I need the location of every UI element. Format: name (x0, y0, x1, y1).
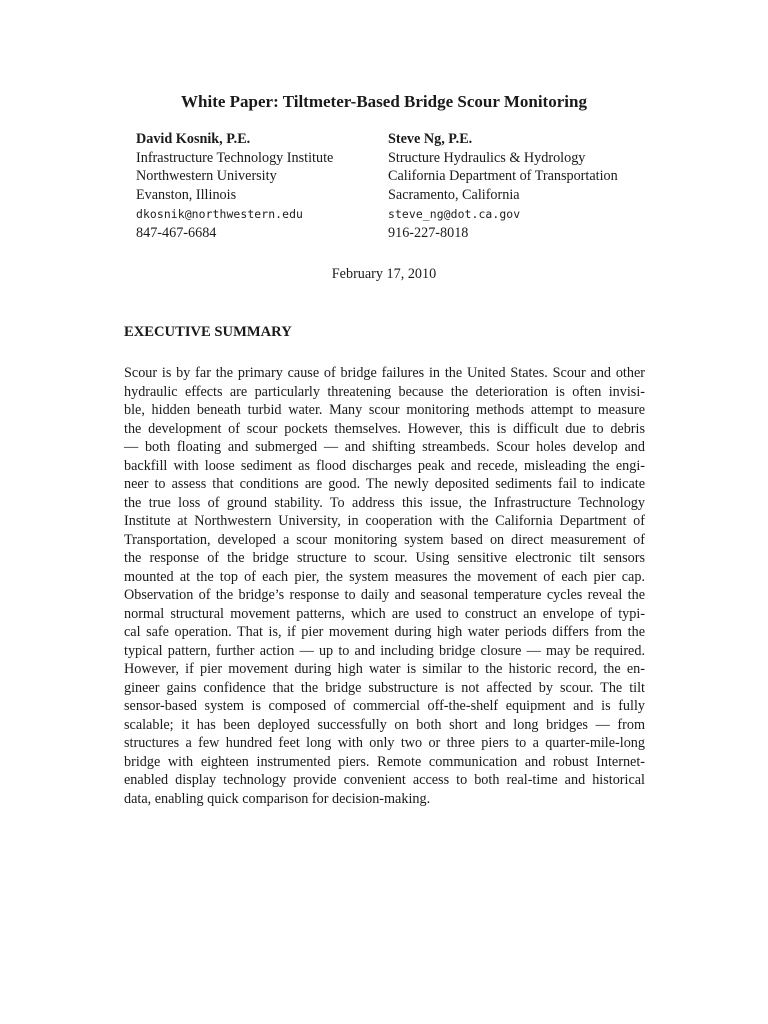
summary-line: Observation of the bridge’s response to daily and seasonal temperature cycles reveal the (124, 587, 645, 603)
summary-line: the development of scour pockets themselves. However, this is difficult due to debris (124, 420, 645, 437)
author-block-ng (388, 130, 648, 242)
summary-line: data, enabling quick comparison for decision-making. (124, 790, 431, 807)
author-affiliation-line: Sacramento, California (388, 187, 520, 204)
summary-line: Scour is by far the primary cause of bridge failures in the United States. Scour and other (124, 365, 645, 381)
summary-line: gineer gains confidence that the bridge substructure is not affected by scour. The tilt (124, 679, 645, 696)
summary-line: ble, hidden beneath turbid water. Many scour monitoring methods attempt to measure (124, 402, 645, 418)
author-name: Steve Ng, P.E. (388, 131, 473, 147)
summary-line: hydraulic effects are particularly threatening because the deterioration is often invisi- (124, 383, 645, 400)
summary-line: mounted at the top of each pier, the system measures the movement of each pier cap. (124, 568, 645, 585)
summary-line: the true loss of ground stability. To address this issue, the Infrastructure Technology (124, 494, 645, 511)
summary-line: normal structural movement patterns, which are used to construct an envelope of typi- (124, 605, 645, 622)
author-affiliation-line: Evanston, Illinois (136, 187, 237, 204)
summary-line: scalable; it has been deployed successfully on both short and long bridges — from (124, 716, 645, 733)
summary-line: backfill with loose sediment as flood discharges peak and recede, misleading the engi- (124, 457, 645, 474)
summary-line: sensor-based system is composed of commercial off-the-shelf equipment and is fully (124, 698, 645, 714)
executive-summary-paragraph (124, 364, 645, 808)
summary-line: However, if pier movement during high water is similar to the historic record, the en- (124, 661, 645, 677)
author-affiliation-line: Northwestern University (136, 168, 277, 185)
document-date: February 17, 2010 (331, 266, 437, 282)
section-heading: EXECUTIVE SUMMARY (124, 324, 292, 340)
summary-line: typical pattern, further action — up to and including bridge closure — may be required. (124, 642, 645, 659)
summary-line: the response of the bridge structure to scour. Using sensitive electronic tilt sensors (124, 550, 645, 566)
author-email: steve_ng@dot.ca.gov (388, 206, 521, 221)
author-phone: 916-227-8018 (388, 224, 469, 241)
summary-line: Institute at Northwestern University, in cooperation with the California Department of (124, 513, 645, 529)
author-name: David Kosnik, P.E. (136, 131, 251, 147)
document-title: White Paper: Tiltmeter-Based Bridge Scour Monitoring (181, 92, 587, 111)
author-phone: 847-467-6684 (136, 224, 217, 241)
author-affiliation-line: California Department of Transportation (388, 168, 618, 185)
summary-line: enabled display technology provide convenient access to both real-time and historical (124, 772, 645, 788)
author-email: dkosnik@northwestern.edu (136, 206, 303, 221)
author-block-kosnik (136, 130, 381, 242)
summary-line: neer to assess that conditions are good. The newly deposited sediments fail to indicate (124, 476, 645, 492)
summary-line: cal safe operation. That is, if pier movement during high water periods differs from the (124, 624, 645, 640)
author-affiliation-line: Structure Hydraulics & Hydrology (388, 149, 586, 166)
summary-line: structures a few hundred feet long with only two or three piers to a quarter-mile-long (124, 735, 645, 751)
author-affiliation-line: Infrastructure Technology Institute (136, 149, 334, 166)
summary-line: — both floating and submerged — and shifting streambeds. Scour holes develop and (124, 439, 645, 455)
summary-line: Transportation, developed a scour monitoring system based on direct measurement of (124, 531, 645, 548)
summary-line: bridge with eighteen instrumented piers. Remote communication and robust Internet- (124, 753, 645, 770)
